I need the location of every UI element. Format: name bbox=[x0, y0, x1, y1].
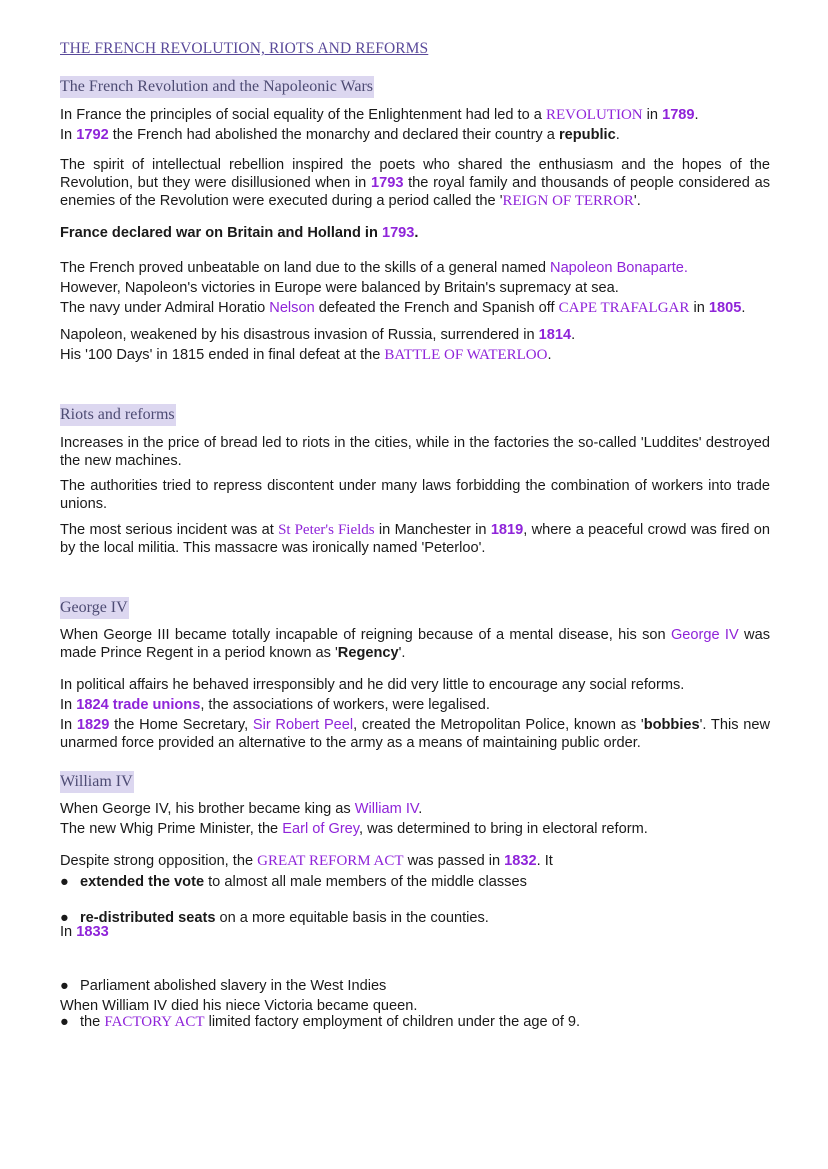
section-heading-riots bbox=[60, 404, 176, 426]
bullet-icon: ● bbox=[60, 874, 69, 890]
keyword-george-iv: George IV bbox=[670, 627, 739, 643]
paragraph-waterloo-line2: His '100 Days' in 1815 ended in final defeat at the BATTLE OF WATERLOO. bbox=[60, 347, 552, 363]
keyword-bobbies: bobbies bbox=[643, 717, 700, 733]
list-item: ● the FACTORY ACT limited factory employment of children under the age of 9. bbox=[60, 1014, 581, 1030]
list-item: ● Parliament abolished slavery in the West Indies bbox=[60, 978, 387, 994]
year-1833: 1833 bbox=[76, 924, 109, 940]
paragraph-metropolitan-police: In 1829 the Home Secretary, Sir Robert Peel, created the Metropolitan Police, known as 'bobbies'. This new unarmed force provided an alternative to the army as a means of maintaining public order. bbox=[60, 717, 770, 751]
paragraph-1833: In 1833 bbox=[60, 924, 109, 940]
list-item: ● extended the vote to almost all male members of the middle classes bbox=[60, 874, 527, 890]
year-1814: 1814 bbox=[538, 327, 572, 343]
paragraph-earl-of-grey: The new Whig Prime Minister, the Earl of Grey, was determined to bring in electoral reform. bbox=[60, 821, 648, 837]
keyword-earl-of-grey: Earl of Grey bbox=[282, 821, 360, 837]
paragraph-waterloo-line1: Napoleon, weakened by his disastrous invasion of Russia, surrendered in 1814. bbox=[60, 327, 576, 343]
paragraph-trade-unions-repression: The authorities tried to repress discontent under many laws forbidding the combination of workers into trade unions. bbox=[60, 478, 770, 512]
paragraph-regency: When George III became totally incapable of reigning because of a mental disease, his son George IV was made Prince Regent in a period known as 'Regency'. bbox=[60, 627, 770, 661]
list-item: ● re-distributed seats on a more equitable basis in the counties. bbox=[60, 910, 489, 926]
section-heading-text: George IV bbox=[60, 597, 129, 619]
paragraph-political-affairs: In political affairs he behaved irresponsibly and he did very little to encourage any social reforms. bbox=[60, 677, 685, 693]
keyword-great-reform-act: GREAT REFORM ACT bbox=[257, 853, 404, 869]
paragraph-war-declared: France declared war on Britain and Holland in 1793. bbox=[60, 225, 419, 241]
paragraph-peterloo: The most serious incident was at St Peter's Fields in Manchester in 1819, where a peaceful crowd was fired on by the local militia. This massacre was ironically named 'Peterloo'. bbox=[60, 522, 771, 556]
paragraph-william-king: When George IV, his brother became king as William IV. bbox=[60, 801, 423, 817]
keyword-st-peters-fields: St Peter's Fields bbox=[278, 522, 375, 538]
keyword-nelson: Nelson bbox=[269, 300, 315, 316]
keyword-regency: Regency bbox=[337, 645, 399, 661]
paragraph-napoleon-line3: The navy under Admiral Horatio Nelson defeated the French and Spanish off CAPE TRAFALGAR in 1805. bbox=[60, 300, 746, 316]
keyword-battle-of-waterloo: BATTLE OF WATERLOO bbox=[384, 347, 548, 363]
keyword-cape-trafalgar: CAPE TRAFALGAR bbox=[558, 300, 690, 316]
year-1829: 1829 bbox=[76, 717, 110, 733]
year-1832: 1832 bbox=[504, 853, 537, 869]
paragraph-revolution-line1: In France the principles of social equality of the Enlightenment had led to a REVOLUTION in 1789. bbox=[60, 107, 699, 123]
keyword-william-iv: William IV bbox=[354, 801, 419, 817]
year-1805: 1805 bbox=[708, 300, 742, 316]
keyword-napoleon-bonaparte: Napoleon Bonaparte. bbox=[550, 260, 688, 276]
section-heading-george-iv bbox=[60, 597, 129, 619]
paragraph-trade-unions-legalised: In 1824 trade unions, the associations of workers, were legalised. bbox=[60, 697, 490, 713]
year-1789: 1789 bbox=[662, 107, 695, 123]
document-title: THE FRENCH REVOLUTION, RIOTS AND REFORMS bbox=[60, 40, 429, 57]
section-heading-text: The French Revolution and the Napoleonic Wars bbox=[60, 76, 374, 98]
paragraph-napoleon-line2: However, Napoleon's victories in Europe were balanced by Britain's supremacy at sea. bbox=[60, 280, 619, 296]
section-heading-french-revolution bbox=[60, 76, 374, 98]
year-1819: 1819 bbox=[490, 522, 524, 538]
year-1792: 1792 bbox=[76, 127, 109, 143]
keyword-1824-trade-unions: 1824 trade unions bbox=[76, 697, 201, 713]
bullet-icon: ● bbox=[60, 1014, 69, 1030]
keyword-sir-robert-peel: Sir Robert Peel bbox=[252, 717, 354, 733]
year-1793: 1793 bbox=[370, 175, 404, 191]
keyword-revolution: REVOLUTION bbox=[545, 107, 643, 123]
paragraph-revolution-line2: In 1792 the French had abolished the monarchy and declared their country a republic. bbox=[60, 127, 620, 143]
keyword-republic: republic bbox=[558, 127, 616, 143]
section-heading-text: William IV bbox=[60, 771, 134, 793]
bullet-icon: ● bbox=[60, 910, 69, 926]
section-heading-text: Riots and reforms bbox=[60, 404, 176, 426]
paragraph-napoleon-line1: The French proved unbeatable on land due to the skills of a general named Napoleon Bonaparte. bbox=[60, 260, 688, 276]
paragraph-victoria: When William IV died his niece Victoria became queen. bbox=[60, 998, 418, 1014]
bullet-icon: ● bbox=[60, 978, 69, 994]
paragraph-spirit-of-rebellion: The spirit of intellectual rebellion inspired the poets who shared the enthusiasm and the hopes of the Revolution, but they were disillusioned when in 1793 the royal family and thousands of people considered as enemies of the Revolution were executed during a period called the 'REIGN OF TERROR'. bbox=[60, 157, 770, 209]
keyword-reign-of-terror: REIGN OF TERROR bbox=[502, 193, 634, 209]
paragraph-luddites: Increases in the price of bread led to riots in the cities, while in the factories the so-called 'Luddites' destroyed the new machines. bbox=[60, 435, 770, 469]
year-1793-war: 1793 bbox=[381, 225, 415, 241]
keyword-factory-act: FACTORY ACT bbox=[104, 1014, 205, 1030]
section-heading-william-iv bbox=[60, 771, 134, 793]
document-page bbox=[60, 0, 771, 1030]
paragraph-great-reform-act: Despite strong opposition, the GREAT REFORM ACT was passed in 1832. It bbox=[60, 853, 553, 869]
